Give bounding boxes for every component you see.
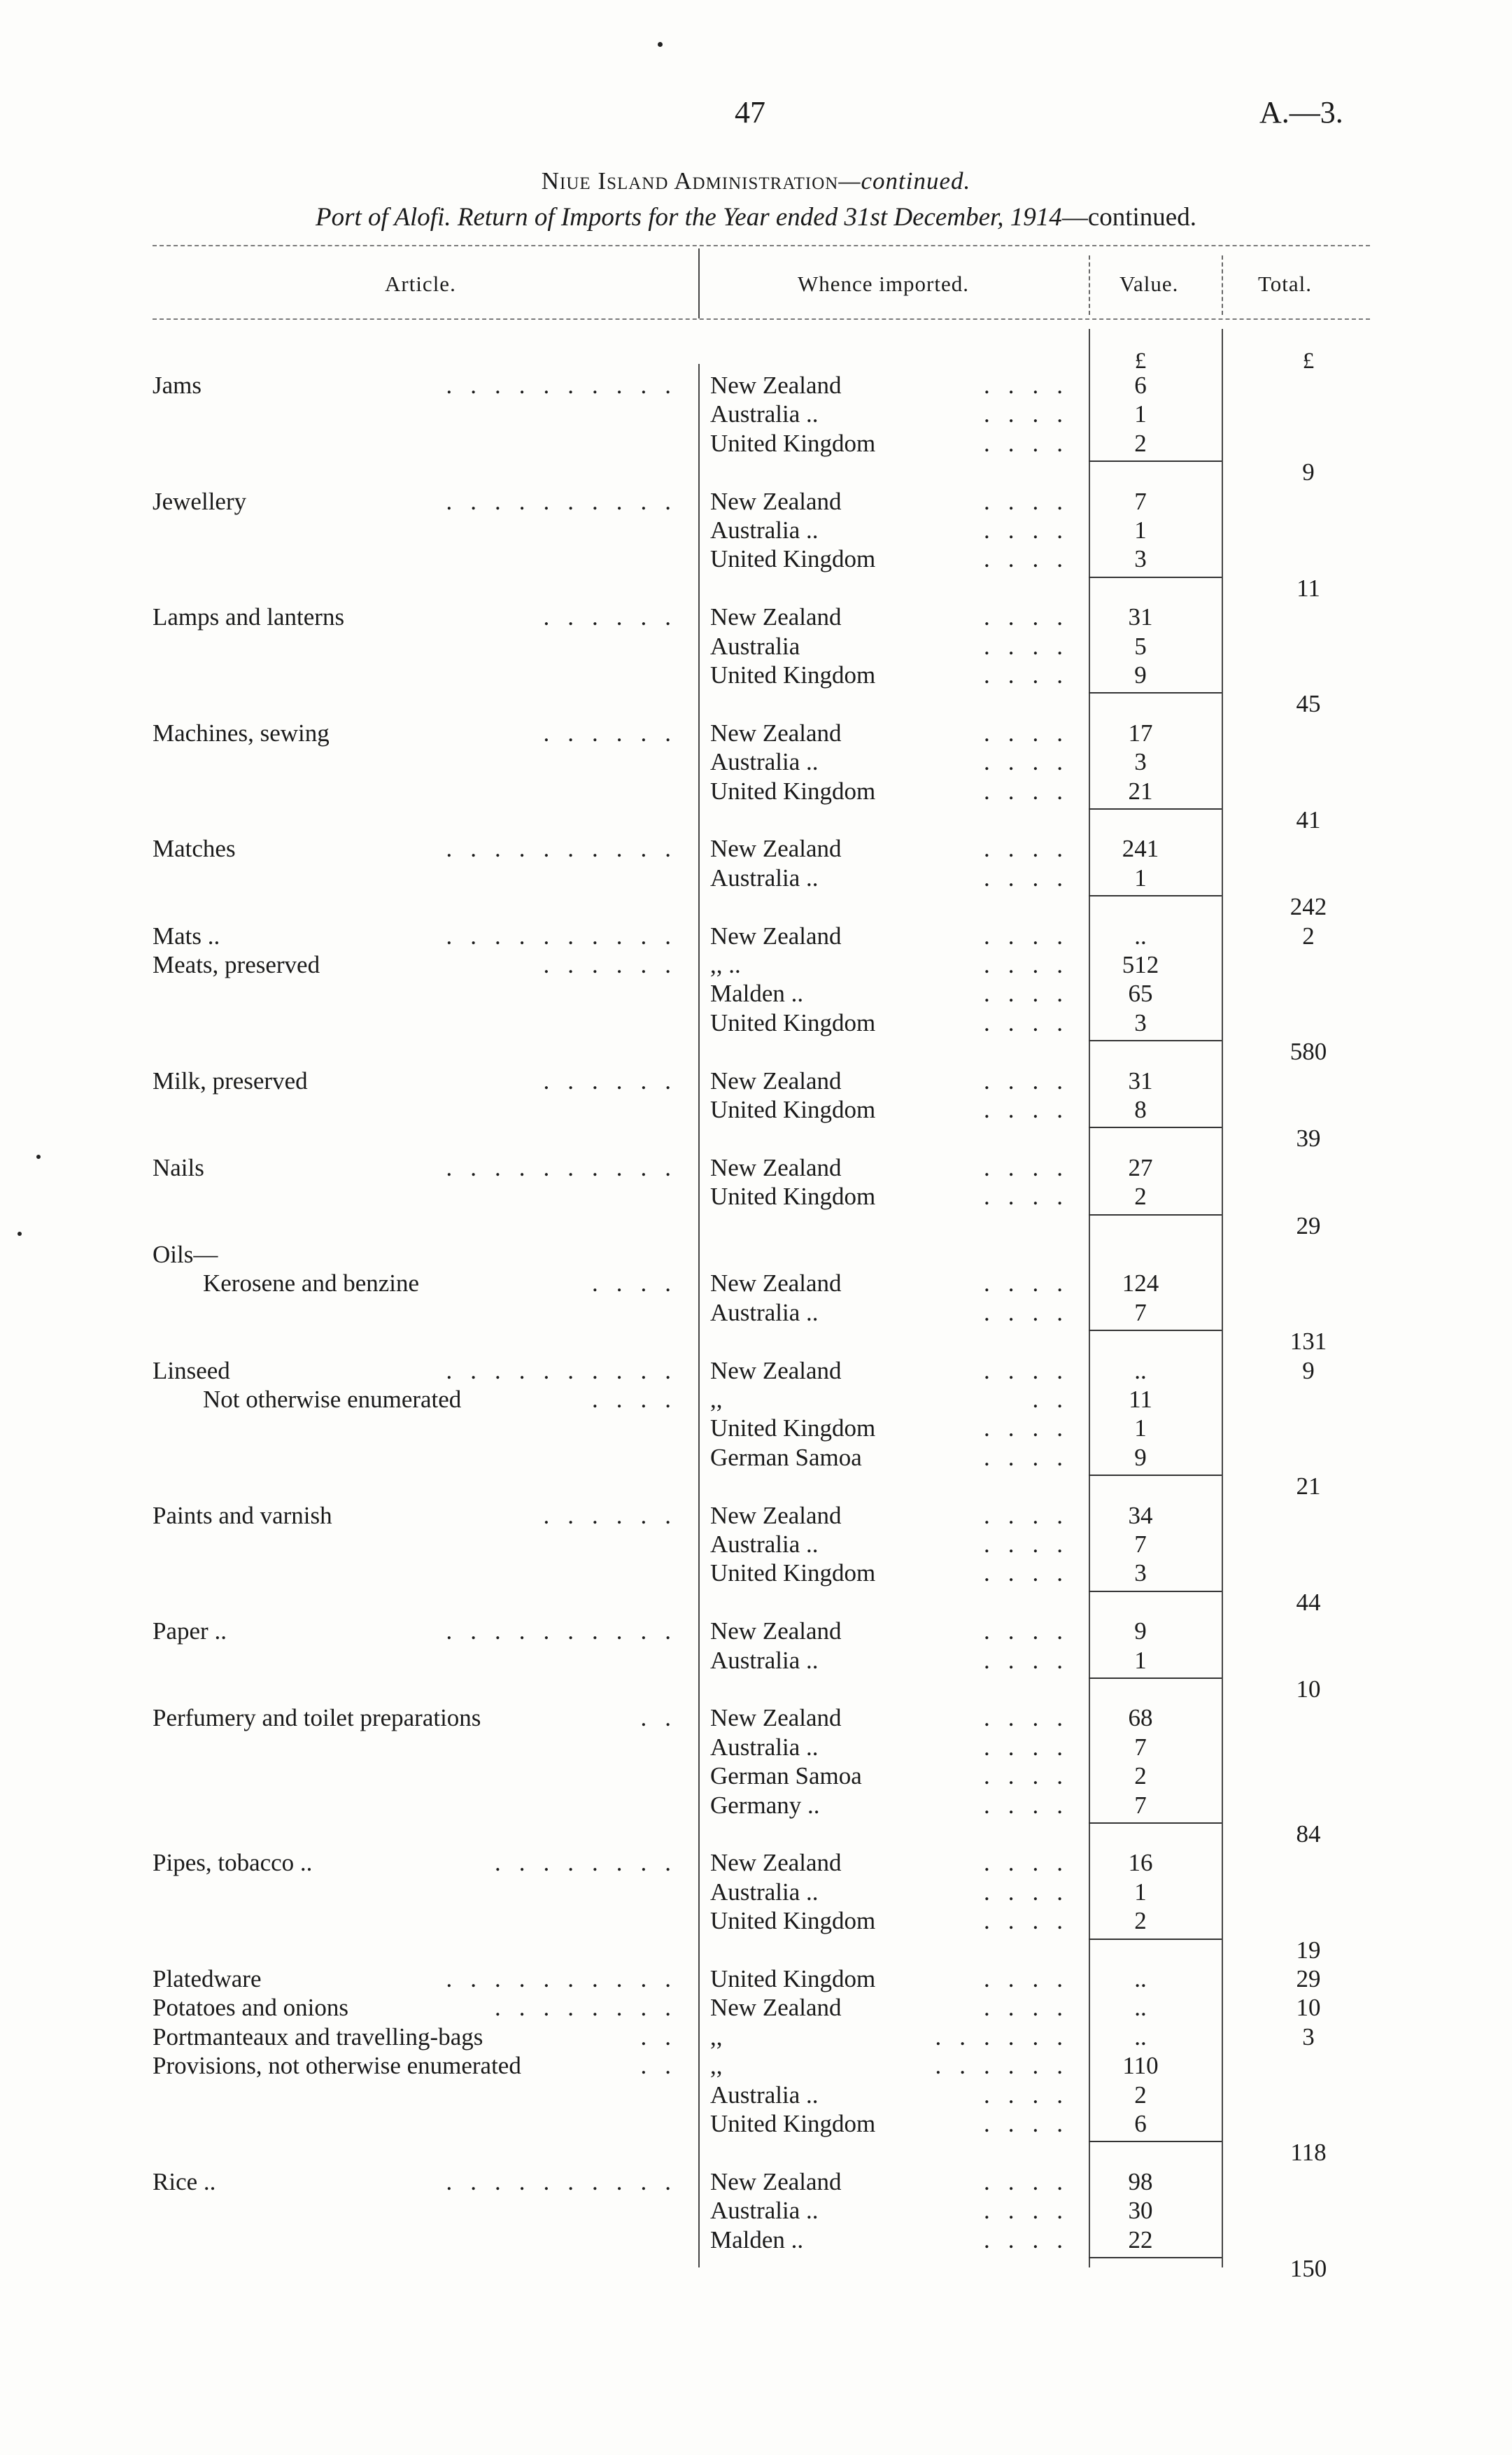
column-divider-header-3 xyxy=(1222,255,1223,315)
value-cell: 7 xyxy=(1134,1299,1147,1326)
leader-dots: .... xyxy=(984,400,1081,428)
article-name: Jewellery xyxy=(153,488,247,515)
leader-dots: .......... xyxy=(446,1965,689,1992)
value-cell: 5 xyxy=(1134,633,1147,660)
source-country: Australia .. xyxy=(710,400,819,428)
source-country: Australia .. xyxy=(710,748,819,775)
leader-dots: .... xyxy=(984,1531,1081,1558)
leader-dots: .... xyxy=(592,1386,689,1413)
source-country: New Zealand xyxy=(710,603,842,631)
leader-dots: .... xyxy=(984,748,1081,775)
table-title-text: Port of Alofi. Return of Imports for the Year ended 31st December, 1914 xyxy=(316,203,1062,232)
value-cell: 16 xyxy=(1128,1849,1153,1876)
leader-dots: ...... xyxy=(935,2052,1081,2079)
source-country: New Zealand xyxy=(710,1067,842,1095)
leader-dots: .... xyxy=(984,1096,1081,1123)
value-cell: 7 xyxy=(1134,1531,1147,1558)
source-country: New Zealand xyxy=(710,2168,842,2195)
source-country: ,, xyxy=(710,1386,723,1413)
article-name: Matches xyxy=(153,835,236,862)
article-name: Machines, sewing xyxy=(153,719,330,747)
column-divider-header-2 xyxy=(1089,255,1090,315)
source-country: Australia .. xyxy=(710,864,819,892)
source-country: New Zealand xyxy=(710,372,842,399)
value-cell: 1 xyxy=(1134,1647,1147,1674)
page-number: 47 xyxy=(735,95,765,129)
leader-dots: .... xyxy=(984,1792,1081,1819)
article-name: Jams xyxy=(153,372,202,399)
value-cell: 7 xyxy=(1134,1733,1147,1761)
leader-dots: .... xyxy=(984,1965,1081,1992)
leader-dots: .... xyxy=(984,1009,1081,1036)
leader-dots: .......... xyxy=(446,1617,689,1645)
value-cell: 65 xyxy=(1128,980,1153,1007)
source-country: New Zealand xyxy=(710,1994,842,2021)
source-country: Australia .. xyxy=(710,1647,819,1674)
subtotal-rule xyxy=(1089,1475,1222,1476)
total-cell: 10 xyxy=(1296,1994,1321,2021)
total-cell: 580 xyxy=(1290,1038,1327,1065)
value-cell: 2 xyxy=(1134,430,1147,457)
value-cell: 30 xyxy=(1128,2197,1153,2224)
source-country: Australia .. xyxy=(710,1531,819,1558)
source-country: United Kingdom xyxy=(710,661,876,689)
leader-dots: .... xyxy=(984,2081,1081,2109)
source-country: New Zealand xyxy=(710,1357,842,1384)
value-cell: .. xyxy=(1134,1994,1147,2021)
leader-dots: .... xyxy=(984,1849,1081,1876)
source-country: Australia .. xyxy=(710,1733,819,1761)
column-divider-article-source xyxy=(698,364,700,2267)
value-cell: 6 xyxy=(1134,2110,1147,2137)
leader-dots: .... xyxy=(984,1704,1081,1731)
column-header-article: Article. xyxy=(385,272,456,296)
value-cell: 68 xyxy=(1128,1704,1153,1731)
source-country: New Zealand xyxy=(710,922,842,950)
table-title xyxy=(0,203,1512,232)
leader-dots: .... xyxy=(984,864,1081,892)
leader-dots: ...... xyxy=(543,719,689,747)
article-name: Linseed xyxy=(153,1357,230,1384)
total-cell: 19 xyxy=(1296,1936,1321,1964)
subtotal-rule xyxy=(1089,1330,1222,1331)
value-cell: 1 xyxy=(1134,1414,1147,1442)
leader-dots: .... xyxy=(984,980,1081,1007)
leader-dots: .... xyxy=(984,1733,1081,1761)
header-rule-bottom xyxy=(153,318,1370,320)
source-country: ,, xyxy=(710,2023,723,2050)
subtotal-rule xyxy=(1089,1214,1222,1216)
leader-dots: .... xyxy=(984,1617,1081,1645)
column-header-whence: Whence imported. xyxy=(798,272,969,296)
value-cell: 2 xyxy=(1134,1762,1147,1789)
total-cell: 9 xyxy=(1302,1357,1315,1384)
source-country: United Kingdom xyxy=(710,2110,876,2137)
leader-dots: .......... xyxy=(446,922,689,950)
source-country: Australia .. xyxy=(710,2081,819,2109)
subtotal-rule xyxy=(1089,1939,1222,1940)
leader-dots: .... xyxy=(984,603,1081,631)
source-country: United Kingdom xyxy=(710,1183,876,1210)
article-name: Platedware xyxy=(153,1965,262,1992)
value-cell: 3 xyxy=(1134,1009,1147,1036)
leader-dots: .... xyxy=(984,2197,1081,2224)
leader-dots: .... xyxy=(984,1762,1081,1789)
source-country: Australia .. xyxy=(710,516,819,544)
leader-dots: .......... xyxy=(446,372,689,399)
leader-dots: ...... xyxy=(543,603,689,631)
column-divider-header-1 xyxy=(698,248,700,318)
value-cell: 34 xyxy=(1128,1502,1153,1529)
table-title-suffix: —continued. xyxy=(1061,203,1196,232)
subtotal-rule xyxy=(1089,1677,1222,1679)
print-speck xyxy=(658,42,663,47)
value-cell: .. xyxy=(1134,1357,1147,1384)
source-country: Australia .. xyxy=(710,1878,819,1906)
source-country: United Kingdom xyxy=(710,1559,876,1587)
value-cell: 1 xyxy=(1134,1878,1147,1906)
leader-dots: .. xyxy=(640,1704,689,1731)
heading-suffix: —continued. xyxy=(838,167,971,195)
leader-dots: .... xyxy=(984,778,1081,805)
total-cell: 41 xyxy=(1296,806,1321,833)
total-cell: 2 xyxy=(1302,922,1315,950)
source-country: New Zealand xyxy=(710,1154,842,1181)
total-cell: 29 xyxy=(1296,1965,1321,1992)
value-cell: .. xyxy=(1134,1965,1147,1992)
source-country: New Zealand xyxy=(710,1704,842,1731)
total-cell: 3 xyxy=(1302,2023,1315,2050)
leader-dots: ........ xyxy=(495,1994,689,2021)
leader-dots: .... xyxy=(984,2168,1081,2195)
value-cell: 31 xyxy=(1128,603,1153,631)
article-name: Rice .. xyxy=(153,2168,216,2195)
total-cell: 9 xyxy=(1302,458,1315,486)
subtotal-rule xyxy=(1089,895,1222,896)
source-country: Germany .. xyxy=(710,1792,820,1819)
value-cell: 21 xyxy=(1128,778,1153,805)
value-cell: 512 xyxy=(1122,951,1159,978)
value-cell: 2 xyxy=(1134,2081,1147,2109)
leader-dots: .... xyxy=(984,1647,1081,1674)
article-name: Paper .. xyxy=(153,1617,227,1645)
source-country: United Kingdom xyxy=(710,545,876,572)
source-country: Australia .. xyxy=(710,2197,819,2224)
leader-dots: .... xyxy=(984,922,1081,950)
source-country: New Zealand xyxy=(710,719,842,747)
value-cell: 98 xyxy=(1128,2168,1153,2195)
source-country: German Samoa xyxy=(710,1444,862,1471)
source-country: Australia xyxy=(710,633,800,660)
value-cell: 31 xyxy=(1128,1067,1153,1095)
leader-dots: .... xyxy=(984,719,1081,747)
leader-dots: .... xyxy=(984,1502,1081,1529)
leader-dots: .... xyxy=(984,516,1081,544)
source-country: United Kingdom xyxy=(710,1907,876,1934)
leader-dots: .... xyxy=(984,835,1081,862)
value-cell: 8 xyxy=(1134,1096,1147,1123)
leader-dots: .... xyxy=(984,545,1081,572)
source-country: New Zealand xyxy=(710,1502,842,1529)
leader-dots: .......... xyxy=(446,488,689,515)
print-speck xyxy=(36,1155,41,1159)
leader-dots: ...... xyxy=(543,1067,689,1095)
leader-dots: ........ xyxy=(495,1849,689,1876)
value-cell: 3 xyxy=(1134,748,1147,775)
header-rule-top xyxy=(153,245,1370,246)
source-country: New Zealand xyxy=(710,488,842,515)
subtotal-rule xyxy=(1089,692,1222,694)
subtotal-rule xyxy=(1089,2141,1222,2142)
subtotal-rule xyxy=(1089,1040,1222,1041)
leader-dots: ...... xyxy=(543,1502,689,1529)
leader-dots: .... xyxy=(984,2110,1081,2137)
leader-dots: .... xyxy=(984,1414,1081,1442)
leader-dots: .... xyxy=(984,430,1081,457)
leader-dots: .... xyxy=(984,1154,1081,1181)
subtotal-rule xyxy=(1089,460,1222,462)
source-country: New Zealand xyxy=(710,835,842,862)
value-cell: 11 xyxy=(1129,1386,1152,1413)
total-cell: 21 xyxy=(1296,1472,1321,1500)
source-country: United Kingdom xyxy=(710,1096,876,1123)
value-cell: 6 xyxy=(1134,372,1147,399)
value-cell: 9 xyxy=(1134,1617,1147,1645)
source-country: United Kingdom xyxy=(710,1414,876,1442)
source-country: Australia .. xyxy=(710,1299,819,1326)
article-name: Not otherwise enumerated xyxy=(203,1386,462,1413)
article-name: Oils— xyxy=(153,1241,218,1268)
source-country: German Samoa xyxy=(710,1762,862,1789)
leader-dots: .... xyxy=(984,1357,1081,1384)
total-cell: 131 xyxy=(1290,1328,1327,1355)
article-name: Nails xyxy=(153,1154,204,1181)
source-country: New Zealand xyxy=(710,1269,842,1297)
value-cell: 1 xyxy=(1134,864,1147,892)
value-cell: 3 xyxy=(1134,545,1147,572)
subtotal-rule xyxy=(1089,1822,1222,1824)
value-unit: £ xyxy=(1134,349,1147,374)
value-cell: 2 xyxy=(1134,1183,1147,1210)
value-cell: .. xyxy=(1134,922,1147,950)
article-name: Mats .. xyxy=(153,922,220,950)
leader-dots: .......... xyxy=(446,1154,689,1181)
article-name: Pipes, tobacco .. xyxy=(153,1849,313,1876)
value-cell: 9 xyxy=(1134,1444,1147,1471)
leader-dots: .... xyxy=(984,1878,1081,1906)
subtotal-rule xyxy=(1089,1591,1222,1592)
leader-dots: .... xyxy=(984,661,1081,689)
source-country: United Kingdom xyxy=(710,1009,876,1036)
leader-dots: .... xyxy=(984,1559,1081,1587)
print-speck xyxy=(17,1232,22,1236)
subtotal-rule xyxy=(1089,808,1222,810)
leader-dots: .... xyxy=(984,633,1081,660)
source-country: ,, xyxy=(710,2052,723,2079)
article-name: Milk, preserved xyxy=(153,1067,308,1095)
leader-dots: ...... xyxy=(935,2023,1081,2050)
subtotal-rule xyxy=(1089,2257,1222,2258)
leader-dots: .. xyxy=(640,2023,689,2050)
article-name: Portmanteaux and travelling-bags xyxy=(153,2023,483,2050)
source-country: Malden .. xyxy=(710,980,804,1007)
leader-dots: .... xyxy=(592,1269,689,1297)
document-reference: A.—3. xyxy=(1259,95,1343,129)
total-cell: 118 xyxy=(1290,2139,1327,2166)
leader-dots: .... xyxy=(984,1299,1081,1326)
value-cell: .. xyxy=(1134,2023,1147,2050)
column-header-value: Value. xyxy=(1119,272,1179,296)
total-cell: 29 xyxy=(1296,1212,1321,1239)
leader-dots: .... xyxy=(984,488,1081,515)
subtotal-rule xyxy=(1089,577,1222,578)
leader-dots: .. xyxy=(640,2052,689,2079)
leader-dots: .... xyxy=(984,2226,1081,2253)
leader-dots: .... xyxy=(984,951,1081,978)
value-cell: 7 xyxy=(1134,1792,1147,1819)
page-heading xyxy=(0,167,1512,196)
total-cell: 39 xyxy=(1296,1125,1321,1152)
value-cell: 2 xyxy=(1134,1907,1147,1934)
total-cell: 10 xyxy=(1296,1675,1321,1703)
leader-dots: .... xyxy=(984,1444,1081,1471)
leader-dots: .......... xyxy=(446,1357,689,1384)
leader-dots: .... xyxy=(984,1907,1081,1934)
value-cell: 241 xyxy=(1122,835,1159,862)
value-cell: 124 xyxy=(1122,1269,1159,1297)
value-cell: 17 xyxy=(1128,719,1153,747)
leader-dots: .... xyxy=(984,1067,1081,1095)
column-header-total: Total. xyxy=(1258,272,1313,296)
total-cell: 11 xyxy=(1296,575,1320,602)
leader-dots: .... xyxy=(984,372,1081,399)
total-unit: £ xyxy=(1302,349,1315,374)
article-name: Provisions, not otherwise enumerated xyxy=(153,2052,521,2079)
source-country: United Kingdom xyxy=(710,778,876,805)
total-cell: 45 xyxy=(1296,690,1321,717)
value-cell: 1 xyxy=(1134,400,1147,428)
source-country: United Kingdom xyxy=(710,1965,876,1992)
value-cell: 1 xyxy=(1134,516,1147,544)
value-cell: 3 xyxy=(1134,1559,1147,1587)
source-country: New Zealand xyxy=(710,1617,842,1645)
source-country: New Zealand xyxy=(710,1849,842,1876)
article-name: Paints and varnish xyxy=(153,1502,332,1529)
value-cell: 27 xyxy=(1128,1154,1153,1181)
value-cell: 9 xyxy=(1134,661,1147,689)
article-name: Perfumery and toilet preparations xyxy=(153,1704,481,1731)
leader-dots: .......... xyxy=(446,835,689,862)
value-cell: 7 xyxy=(1134,488,1147,515)
source-country: ,, .. xyxy=(710,951,741,978)
article-name: Kerosene and benzine xyxy=(203,1269,420,1297)
column-divider-value-total xyxy=(1222,329,1223,2267)
leader-dots: .......... xyxy=(446,2168,689,2195)
leader-dots: .... xyxy=(984,1269,1081,1297)
article-name: Meats, preserved xyxy=(153,951,320,978)
total-cell: 84 xyxy=(1296,1820,1321,1848)
source-country: United Kingdom xyxy=(710,430,876,457)
leader-dots: .... xyxy=(984,1994,1081,2021)
article-name: Lamps and lanterns xyxy=(153,603,345,631)
value-cell: 22 xyxy=(1128,2226,1153,2253)
subtotal-rule xyxy=(1089,1127,1222,1128)
leader-dots: .. xyxy=(1032,1386,1081,1413)
source-country: Malden .. xyxy=(710,2226,804,2253)
total-cell: 242 xyxy=(1290,893,1327,920)
heading-main: Niue Island Administration xyxy=(541,167,839,195)
total-cell: 150 xyxy=(1290,2255,1327,2282)
total-cell: 44 xyxy=(1296,1589,1321,1616)
article-name: Potatoes and onions xyxy=(153,1994,348,2021)
value-cell: 110 xyxy=(1122,2052,1159,2079)
leader-dots: .... xyxy=(984,1183,1081,1210)
leader-dots: ...... xyxy=(543,951,689,978)
column-divider-source-value xyxy=(1089,329,1090,2267)
